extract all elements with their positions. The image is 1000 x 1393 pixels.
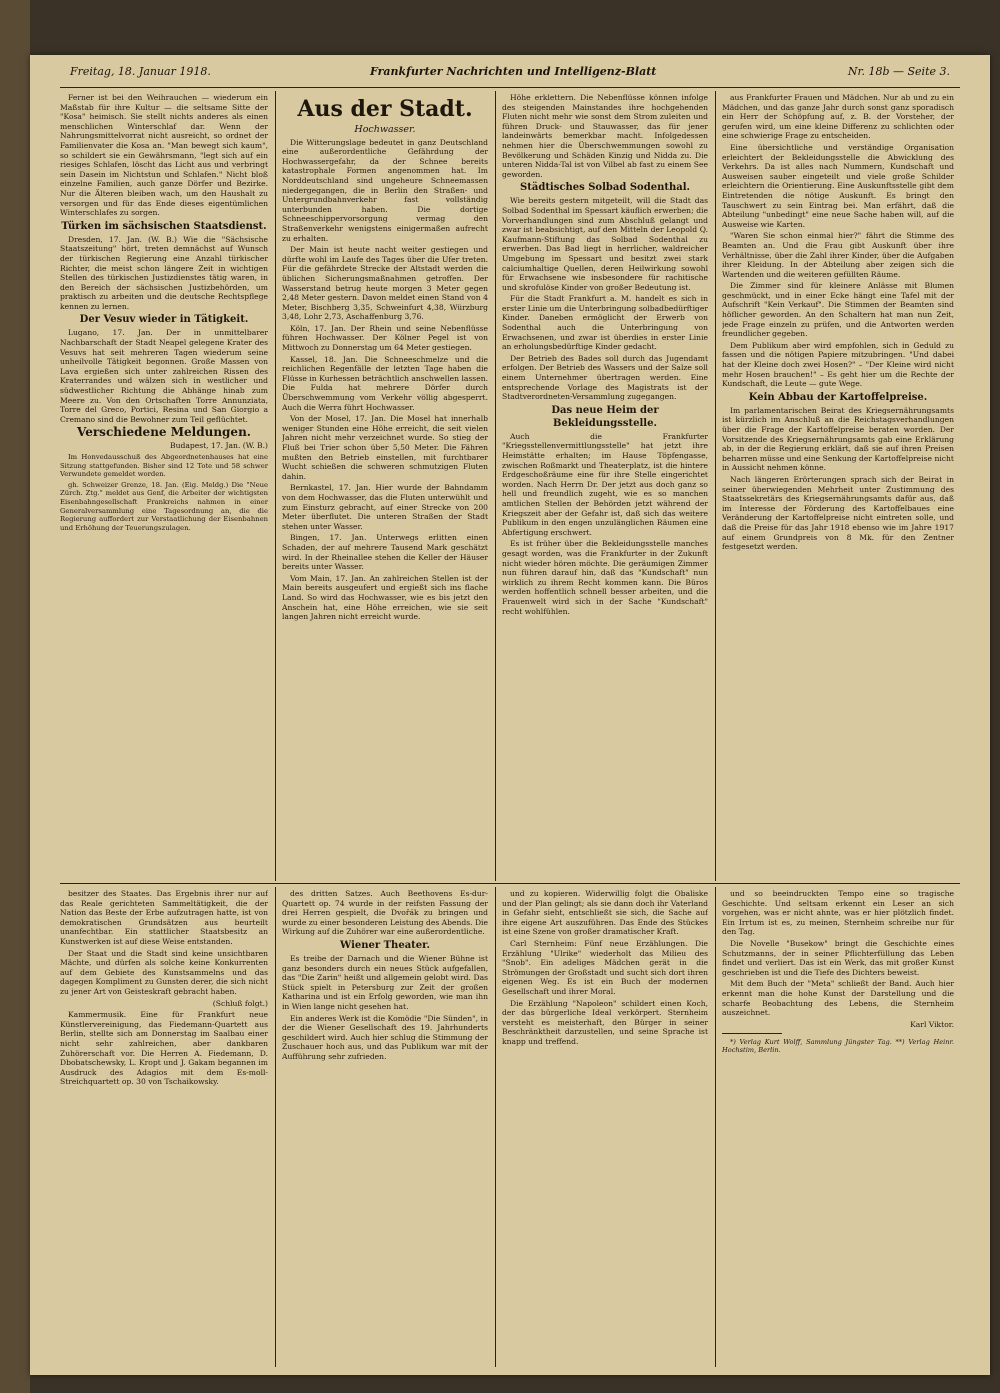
article-text: Carl Sternheim: Fünf neue Erzählungen. Die Erzählung "Ulrike" wiederholt das Milieu des "Snob". Ein adeliges Mädchen gerät in die Strömungen der Großstadt und sucht sich dort ihren eigenen Weg. Es ist ein Buch der modernen Gesellschaft und ihrer Moral. xyxy=(502,938,708,996)
article-heading: Türken im sächsischen Staatsdienst. xyxy=(61,220,267,232)
article-text: Vom Main, 17. Jan. An zahlreichen Stellen ist der Main bereits ausgeufert und ergießt sich ins flache Land. So wird das Hochwasser, wie es bis jetzt den Anschein hat, eine Höhe erreichen, wie sie seit langen Jahren nicht erreicht wurde. xyxy=(282,573,488,622)
article-text: Für die Stadt Frankfurt a. M. handelt es sich in erster Linie um die Unterbringung solbadbedürftiger Kinder. Daneben ermöglicht der Erwerb von Sodenthal auch die Unterbringung von Erwachsenen, und zwar ist überdies in erster Linie an erholungsbedürftige Kinder gedacht. xyxy=(502,294,708,352)
article-heading: Der Vesuv wieder in Tätigkeit. xyxy=(79,314,249,326)
article-text: des dritten Satzes. Auch Beethovens Es-dur-Quartett op. 74 wurde in der reifsten Fassung der drei Herren gespielt, die Dvořák zu bringen und wurde zu einer besonderen Leistung des Abends. Die Wirkung auf die Zuhörer war eine außerordentliche. xyxy=(282,889,488,937)
article-text: und so beeindruckten Tempo eine so tragische Geschichte. Und seltsam erkennt ein Leser an sich vorgehen, was er nicht ahnte, was er hier plötzlich findet. Ein Irrtum ist es, zu meinen, Sternheim schreibe nur für den Tag. xyxy=(722,889,954,937)
article-text: Die Erzählung "Napoleon" schildert einen Koch, der das bürgerliche Ideal verkörpert. Sternheim versteht es meisterhaft, den Bürger in seiner Beschränktheit darzustellen, und seine Sprache ist knapp und treffend. xyxy=(502,998,708,1046)
article-text: Mit dem Buch der "Meta" schließt der Band. Auch hier erkennt man die hohe Kunst der Darstellung und die scharfe Beobachtung des Lebens, die Sternheim auszeichnet. xyxy=(722,979,954,1018)
author-signature: Karl Viktor. xyxy=(910,1019,954,1029)
page-edge xyxy=(0,0,30,1393)
article-text: Eine übersichtliche und verständige Organisation erleichtert der Bekleidungsstelle die Abwicklung des Verkehrs. Da ist alles nach Nummern, Kundschaft und Ausweisen sauber eingeteilt und viele große Schilder erleichtern die Orientierung. Eine Auskunftsstelle gibt dem Eintretenden die nötige Auskunft. Es bringt den Tauschwert zu sein Eintrag bei. Man erfährt, daß die Abteilung "unbedingt" eine neue Sache haben will, auf die Ausweise wie Karten. xyxy=(722,142,954,229)
column-divider xyxy=(275,91,276,881)
article-text: Kassel, 18. Jan. Die Schneeschmelze und die reichlichen Regenfälle der letzten Tage haben die Flüsse in Kurhessen beträchtlich anschwellen lassen. Die Fulda hat mehrere Dörfer durch Überschwemmung vom Verkehr völlig abgesperrt. Auch die Werra führt Hochwasser. xyxy=(282,354,488,412)
article-text: Die Zimmer sind für kleinere Anlässe mit Blumen geschmückt, und in einer Ecke hängt eine Tafel mit der Aufschrift "Kein Verkauf". Die Stimmen der Beamten sind höflicher geworden. An den Schaltern hat man nun Zeit, jede Frage einzeln zu prüfen, und die Antworten werden freundlicher gegeben. xyxy=(722,281,954,339)
article-text: gh. Schweizer Grenze, 18. Jan. (Eig. Meldg.) Die "Neue Zürch. Ztg." meldet aus Genf, die Arbeiter der wichtigsten Eisenbahngesellschaft Frankreichs nahmen in einer Generalversammlung eine Tagesordnung an, die die Regierung auffordert zur Verstaatlichung der Eisenbahnen und Erhöhung der Teuerungszulagen. xyxy=(60,480,268,532)
article-text: Lugano, 17. Jan. Der in unmittelbarer Nachbarschaft der Stadt Neapel gelegene Krater des Vesuvs hat seit mehreren Tagen wiederum seine unheilvolle Tätigkeit begonnen. Große Massen von Lava ergießen sich unter zahlreichen Rissen des Kraterrandes und wälzen sich in westlicher und südwestlicher Richtung die Abhänge hinab zum Meere zu. Von den Ortschaften Torre Annunziata, Torre del Greco, Portici, Resina und San Giorgio a Cremano sind die Bewohner zum Teil geflüchtet. xyxy=(60,328,268,424)
page-header xyxy=(70,65,950,85)
article-text: Kammermusik. Eine für Frankfurt neue Künstlervereinigung, das Fiedemann-Quartett aus Berlin, stellte sich am Donnerstag im Saalbau einer nicht sehr zahlreichen, aber dankbaren Zuhörerschaft vor. Die Herren A. Fiedemann, D. Dbobatschewsky, L. Kropt und J. Gakam begannen im Ausdruck des Adagios mit dem Es-moll-Streichquartett op. 30 von Tschaikowsky. xyxy=(60,1010,268,1087)
column-divider xyxy=(275,887,276,1367)
article-text: Dem Publikum aber wird empfohlen, sich in Geduld zu fassen und die nötigen Papiere mitzubringen. "Und dabei hat der Kleine doch zwei Hosen?" – "Der Kleine wird nicht mehr Hosen brauchen!" – Es geht hier um die Rechte der Kundschaft, die Leute — gute Wege. xyxy=(722,340,954,389)
column-4 xyxy=(722,93,954,879)
article-heading: Verschiedene Meldungen. xyxy=(77,425,251,440)
footnote: *) Verlag Kurt Wolff, Sammlung Jüngster Tag. **) Verlag Heinr. Hochstim, Berlin. xyxy=(722,1038,954,1055)
article-text: Ferner ist bei den Weihrauchen — wiederum ein Maßstab für ihre Kultur — die seltsame Sitte der "Kosa" heimisch. Sie stellt nichts anderes als einen menschlichen Winterschlaf dar. Wenn der Nahrungsmittelvorrat nicht ausreicht, so ordnet der Familienvater die Kosa an. "Man bewegt sich kaum", so schildert sie ein Gewährsmann, "legt sich auf ein riesiges Schlafen, löscht das Licht aus und verbringt sein Dasein im Nichtstun und Schlafen." Nicht bloß einzelne Familien, auch ganze Dörfer und Bezirke. Nur die Älteren bleiben wach, um den Haushalt zu versorgen und für das Ende dieses eigentümlichen Winterschlafes zu sorgen. xyxy=(60,93,268,218)
dateline: Budapest, 17. Jan. (W. B.) xyxy=(170,441,268,451)
section-rule xyxy=(60,883,960,884)
article-text: Der Staat und die Stadt sind keine unsichtbaren Mächte, und dürfen als solche keine Konkurrenten auf dem Gebiete des Kunstsammelns und das dagegen Kompliment zu Gunsten derer, die sich nicht zu jener Art von Geisteskraft gebracht haben. xyxy=(60,948,268,996)
lower-column-4 xyxy=(722,889,954,1365)
article-text: Höhe erklettern. Die Nebenflüsse können infolge des steigenden Mainstandes ihre hochgehenden Fluten nicht mehr wie sonst dem Strom zuleiten und führen Druck- und Stauwasser, das für jener landeinwärts bemerkbar macht. Infolgedessen nehmen hier die Überschwemmungen sowohl zu Bevölkerung und Schäden Kinzig und Nidda zu. Die unteren Nidda-Tal ist von Vilbel ab fast zu einem See geworden. xyxy=(502,93,708,179)
article-heading: Städtisches Solbad Sodenthal. xyxy=(520,182,690,194)
article-text: Im parlamentarischen Beirat des Kriegsernährungsamts ist kürzlich im Anschluß an die Reichstagsverhandlungen über die Frage der Kartoffelpreise beraten worden. Der Vorsitzende des Kriegsernährungsamts gab eine Erklärung ab, in der die Regierung erklärt, daß sie auf ihren Preisen beharren müsse und eine Senkung der Kartoffelpreise nicht in Aussicht nehmen könne. xyxy=(722,405,954,473)
column-divider xyxy=(495,91,496,881)
section-subtitle: Hochwasser. xyxy=(354,124,416,135)
article-text: aus Frankfurter Frauen und Mädchen. Nur ab und zu ein Mädchen, und das ganze Jahr durch sonst ganz sporadisch ein Herr der Schöpfung auf, z. B. der Vorsteher, der gerufen wird, um eine kleine Differenz zu schlichten oder eine schwierige Frage zu entscheiden. xyxy=(722,93,954,141)
newspaper-page xyxy=(30,55,990,1375)
article-text: Im Honvedausschuß des Abgeordnetenhauses hat eine Sitzung stattgefunden. Bisher sind 12 Tote und 58 schwer Verwundete gemeldet worden. xyxy=(60,453,268,479)
footnote-rule xyxy=(722,1033,782,1034)
article-text: Der Main ist heute nacht weiter gestiegen und dürfte wohl im Laufe des Tages über die Ufer treten. Für die gefährdete Strecke der Altstadt werden die üblichen Sicherungsmaßnahmen getroffen. Der Wasserstand betrug heute morgen 3 Meter gegen 2,48 Meter gestern. Davon meldet einen Stand von 4 Meter, Bischberg 3,35, Schweinfurt 4,38, Würzburg 3,48, Lohr 2,73, Aschaffenburg 3,76. xyxy=(282,245,488,322)
column-3 xyxy=(502,93,708,879)
header-date: Freitag, 18. Januar 1918. xyxy=(70,65,211,78)
header-page-number: Nr. 18b — Seite 3. xyxy=(847,65,950,78)
article-text: Wie bereits gestern mitgeteilt, will die Stadt das Solbad Sodenthal im Spessart käuflich erwerben; die Vorverhandlungen sind zum Abschluß gelangt und zwar ist beabsichtigt, auf den Mitteln der Leopold Q. Kaufmann-Stiftung das Solbad Sodenthal zu erwerben. Das Bad liegt in herrlicher, waldreicher Umgebung im Spessart und besitzt zwei stark calciumhaltige Quellen, deren Heilwirkung sowohl für Erwachsene wie insbesondere für rachitische und skrofulöse Kinder von großer Bedeutung ist. xyxy=(502,196,708,292)
column-divider xyxy=(495,887,496,1367)
continued-note: (Schluß folgt.) xyxy=(212,998,268,1008)
column-2 xyxy=(282,93,488,879)
article-text: besitzer des Staates. Das Ergebnis ihrer nur auf das Reale gerichteten Sammeltätigkeit, die der Nation das Beste der Erbe aufzutragen hatte, ist von demokratischen Grundsätzen aus beurteilt unanfechtbar. Ein stattlicher Staatsbesitz an Kunstwerken ist auf diese Weise entstanden. xyxy=(60,889,268,946)
article-text: und zu kopieren. Widerwillig folgt die Obaliske und der Plan gelingt; als sie dann doch ihr Vaterland in Gefahr sieht, entschließt sie sich, die Sache auf ihre eigene Art auszuführen. Das Ende des Stückes ist eine Szene von großer dramatischer Kraft. xyxy=(502,889,708,937)
article-heading: Das neue Heim der Bekleidungsstelle. xyxy=(551,404,659,429)
article-text: Köln, 17. Jan. Der Rhein und seine Nebenflüsse führen Hochwasser. Der Kölner Pegel ist von Mittwoch zu Donnerstag um 64 Meter gestiegen. xyxy=(282,323,488,353)
article-text: Bernkastel, 17. Jan. Hier wurde der Bahndamm von dem Hochwasser, das die Fluten unterwühlt und zum Einsturz gebracht, auf einer Strecke von 200 Meter überflutet. Die unteren Straßen der Stadt stehen unter Wasser. xyxy=(282,483,488,531)
article-text: Auch die Frankfurter "Kriegsstellenvermittlungsstelle" hat jetzt ihre Heimstätte erhalten; im Hause Töpfengasse, zwischen Roßmarkt und Theaterplatz, ist die hintere Erdgeschoßräume eine für ihre Stelle eingerichtet worden. Nach Herrn Dr. Der jetzt aus doch ganz so hell und freundlich zugeht, wie es so manchen amtlichen Stellen der Behörden jetzt während der Kriegszeit aber der Gefahr ist, daß sich das weitere Publikum in den engen unzulänglichen Räumen eine Abfertigung erschwert. xyxy=(502,431,708,537)
article-text: Ein anderes Werk ist die Komödie "Die Sünden", in der die Wiener Gesellschaft des 19. Jahrhunderts geschildert wird. Auch hier schlug die Stimmung der Zuschauer hoch aus, und das Publikum war mit der Aufführung sehr zufrieden. xyxy=(282,1013,488,1061)
article-heading: Wiener Theater. xyxy=(340,939,430,951)
column-divider xyxy=(715,887,716,1367)
article-text: Nach längeren Erörterungen sprach sich der Beirat in seiner überwiegenden Mehrheit unter Zustimmung des Staatssekretärs des Kriegsernährungsamts dafür aus, daß im Interesse der Förderung des Kartoffelbaues eine Veränderung der Kartoffelpreise nicht eintreten solle, und daß die Preise für das Jahr 1918 ebenso wie im Jahre 1917 auf einem Grundpreis von 8 Mk. für den Zentner festgesetzt werden. xyxy=(722,474,954,552)
article-heading: Kein Abbau der Kartoffelpreise. xyxy=(748,391,928,403)
article-text: Bingen, 17. Jan. Unterwegs erlitten einen Schaden, der auf mehrere Tausend Mark geschätzt wird. In der Rheinallee stehen die Keller der Häuser bereits unter Wasser. xyxy=(282,533,488,572)
article-text: Die Novelle "Busekow" bringt die Geschichte eines Schutzmanns, der in seiner Pflichterfüllung das Leben findet und verliert. Das ist ein Werk, das mit großer Kunst geschrieben ist und die Tiefe des Dichters beweist. xyxy=(722,938,954,977)
article-text: Die Witterungslage bedeutet in ganz Deutschland eine außerordentliche Gefährdung der Hochwassergefahr, da der Schnee bereits katastrophale Formen angenommen hat. Im Norddeutschland sind ungeheure Schneemassen niedergegangen, die in Berlin den Straßen- und Untergrundbahnverkehr fast vollständig unterbunden haben. Die dortige Schneeschippervorsorgung vermag den Straßenverkehr wenigstens einigermaßen aufrecht zu erhalten. xyxy=(282,137,488,243)
lower-column-2 xyxy=(282,889,488,1365)
article-text: "Waren Sie schon einmal hier?" fährt die Stimme des Beamten an. Und die Frau gibt Auskunft über ihre Verhältnisse, über die Zahl ihrer Kinder, über die Aufgaben ihrer Kleidung. In der Abteilung aber zeigen sich die Wartenden und die weiteren gefüllten Räume. xyxy=(722,231,954,279)
section-title: Aus der Stadt. xyxy=(297,96,473,122)
lower-column-3 xyxy=(502,889,708,1365)
article-text: Es ist früher über die Bekleidungsstelle manches gesagt worden, was die Frankfurter in der Zukunft nicht wieder hören möchte. Die geräumigen Zimmer nun führen darauf hin, daß das "Kundschaft" nun wirklich zu ihrem Recht kommen kann. Die Büros werden hoffentlich schnell besser arbeiten, und die Frauenwelt wird sich in der Sache "Kundschaft" recht wohlfühlen. xyxy=(502,539,708,616)
article-text: Es treibe der Darnach und die Wiener Bühne ist ganz besonders durch ein neues Stück aufgefallen, das "Die Zarin" heißt und allgemein gelobt wird. Das Stück spielt in Petersburg zur Zeit der großen Katharina und ist ein Erfolg geworden, wie man ihn in Wien lange nicht gesehen hat. xyxy=(282,953,488,1011)
article-text: Dresden, 17. Jan. (W. B.) Wie die "Sächsische Staatszeitung" hört, treten demnächst auf Wunsch der türkischen Regierung eine Anzahl türkischer Richter, die meist schon längere Zeit in wichtigen Stellen des türkischen Justizdienstes tätig waren, in den Bereich der sächsischen Justizbehörden, um praktisch zu arbeiten und die deutsche Rechtspflege kennen zu lernen. xyxy=(60,234,268,311)
header-masthead: Frankfurter Nachrichten und Intelligenz-Blatt xyxy=(370,65,657,78)
column-1 xyxy=(60,93,268,879)
article-text: Von der Mosel, 17. Jan. Die Mosel hat innerhalb weniger Stunden eine Höhe erreicht, die seit vielen Jahren nicht mehr verzeichnet wurde. So stieg der Fluß bei Trier schon über 5,50 Meter. Die Fähren mußten den Betrieb einstellen, mit furchtbarer Wucht schießen die schweren schmutzigen Fluten dahin. xyxy=(282,414,488,481)
header-rule xyxy=(60,87,960,88)
column-divider xyxy=(715,91,716,881)
article-text: Der Betrieb des Bades soll durch das Jugendamt erfolgen. Der Betrieb des Wassers und der Salze soll einem Unternehmer übertragen werden. Eine entsprechende Vorlage des Magistrats ist der Stadtverordneten-Versammlung zugegangen. xyxy=(502,353,708,402)
lower-column-1 xyxy=(60,889,268,1365)
